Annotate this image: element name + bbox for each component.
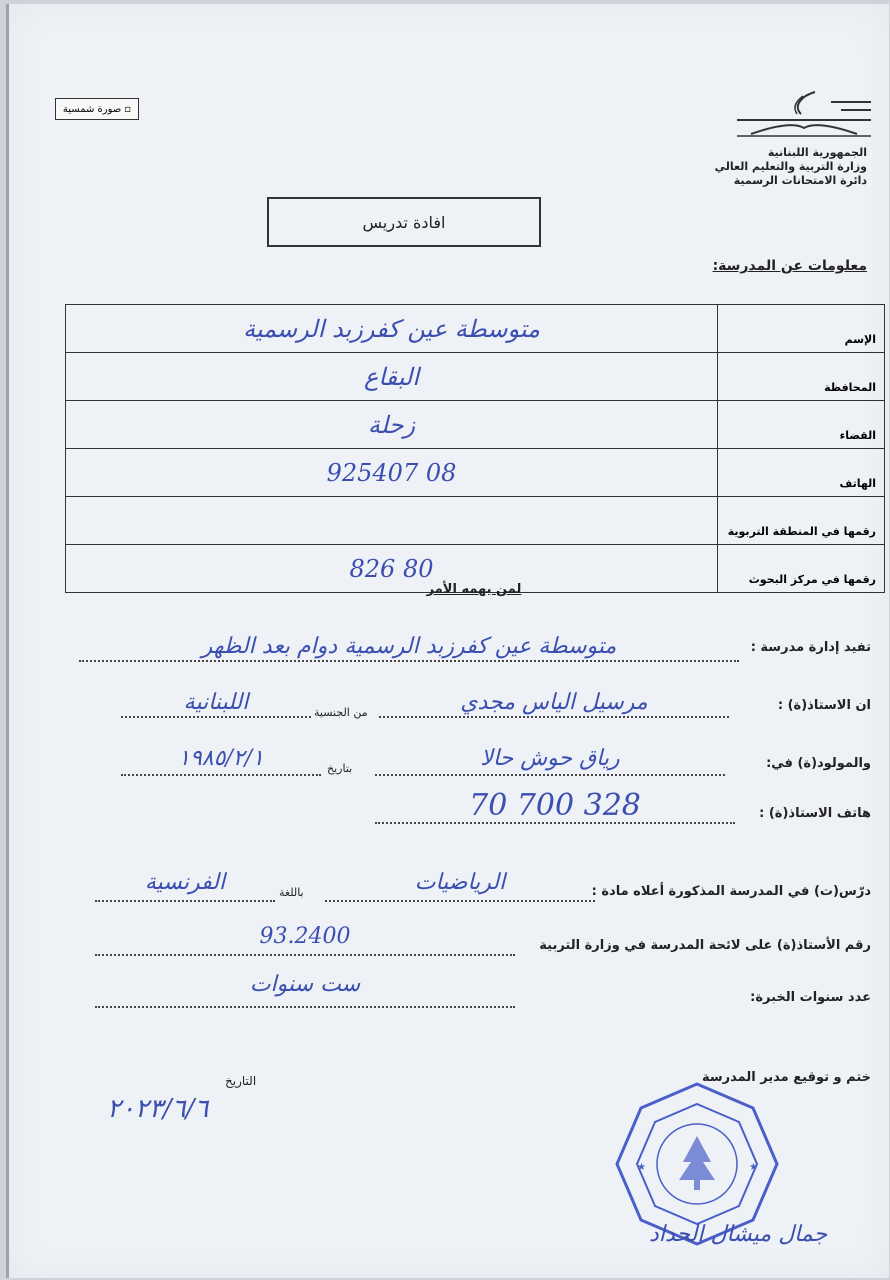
photo-label: صورة شمسية — [62, 103, 122, 115]
table-row — [66, 305, 885, 353]
teacher-number-label: رقم الأستاذ(ة) على لائحة المدرسة في وزارة التربية — [539, 938, 871, 953]
svg-text:★: ★ — [637, 1162, 646, 1173]
nationality-label: من الجنسية — [314, 706, 368, 719]
table-row — [66, 401, 885, 449]
row-label: رقمها في المنطقة التربوية — [718, 497, 885, 545]
principal-signature: جمال ميشال الحداد — [649, 1222, 828, 1247]
stamp-signature-label: ختم و توقيع مدير المدرسة — [701, 1070, 871, 1085]
teacher-phone-label: هاتف الاستاذ(ة) : — [759, 806, 871, 821]
table-row — [66, 449, 885, 497]
school-statement-value: متوسطة عين كفرزبد الرسمية دوام بعد الظهر — [201, 634, 617, 659]
ministry-line-1: الجمهورية اللبنانية — [767, 146, 867, 159]
birth-date-label: بتاريخ — [327, 762, 353, 775]
phone-value: 08 925407 — [66, 449, 718, 497]
row-label: رقمها في مركز البحوث — [718, 545, 885, 593]
teacher-label: ان الاستاذ(ة) : — [777, 698, 871, 713]
document-page — [6, 4, 889, 1278]
subject-value: الرياضيات — [414, 870, 506, 895]
table-row — [66, 497, 885, 545]
language-label: باللغة — [279, 886, 304, 899]
subject-label: درّس(ت) في المدرسة المذكورة أعلاه مادة : — [591, 884, 871, 899]
ministry-logo-icon — [731, 90, 877, 142]
district-value: زحلة — [66, 401, 718, 449]
school-name-value: متوسطة عين كفرزبد الرسمية — [66, 305, 718, 353]
teacher-name-value: مرسيل الياس مجدي — [460, 690, 648, 715]
birthplace-label: والمولود(ة) في: — [766, 756, 871, 771]
regional-number-value — [66, 497, 718, 545]
research-center-number-value: 80 826 — [66, 545, 718, 593]
photo-icon: ▫ — [124, 103, 132, 115]
row-label: المحافظة — [718, 353, 885, 401]
ministry-line-2: وزارة التربية والتعليم العالي — [714, 160, 867, 173]
row-label: القضاء — [718, 401, 885, 449]
form-title: افادة تدريس — [267, 197, 541, 247]
svg-text:★: ★ — [749, 1162, 758, 1173]
row-label: الإسم — [718, 305, 885, 353]
teacher-phone-value: 70 700 328 — [469, 788, 641, 823]
school-info-table — [65, 304, 885, 593]
table-row — [66, 353, 885, 401]
row-label: الهاتف — [718, 449, 885, 497]
experience-label: عدد سنوات الخبرة: — [750, 990, 871, 1005]
photo-placeholder — [55, 98, 139, 120]
teacher-number-value: 93.2400 — [259, 924, 351, 949]
date-label: التاريخ — [225, 1074, 257, 1088]
ministry-line-3: دائرة الامتحانات الرسمية — [733, 174, 867, 187]
birth-date-value: ١٩٨٥/٢/١ — [178, 746, 264, 771]
birthplace-value: رياق حوش حالا — [480, 746, 620, 771]
language-value: الفرنسية — [144, 870, 226, 895]
school-statement-label: تفيد إدارة مدرسة : — [750, 640, 871, 655]
date-value: ٢٠٢٣/٦/٦ — [107, 1094, 209, 1124]
school-section-title: معلومات عن المدرسة: — [712, 258, 867, 274]
governorate-value: البقاع — [66, 353, 718, 401]
nationality-value: اللبنانية — [183, 690, 249, 715]
ministry-header — [715, 146, 867, 188]
experience-value: ست سنوات — [249, 972, 361, 997]
to-whom-heading: لمن يهمه الأمر — [426, 582, 522, 597]
